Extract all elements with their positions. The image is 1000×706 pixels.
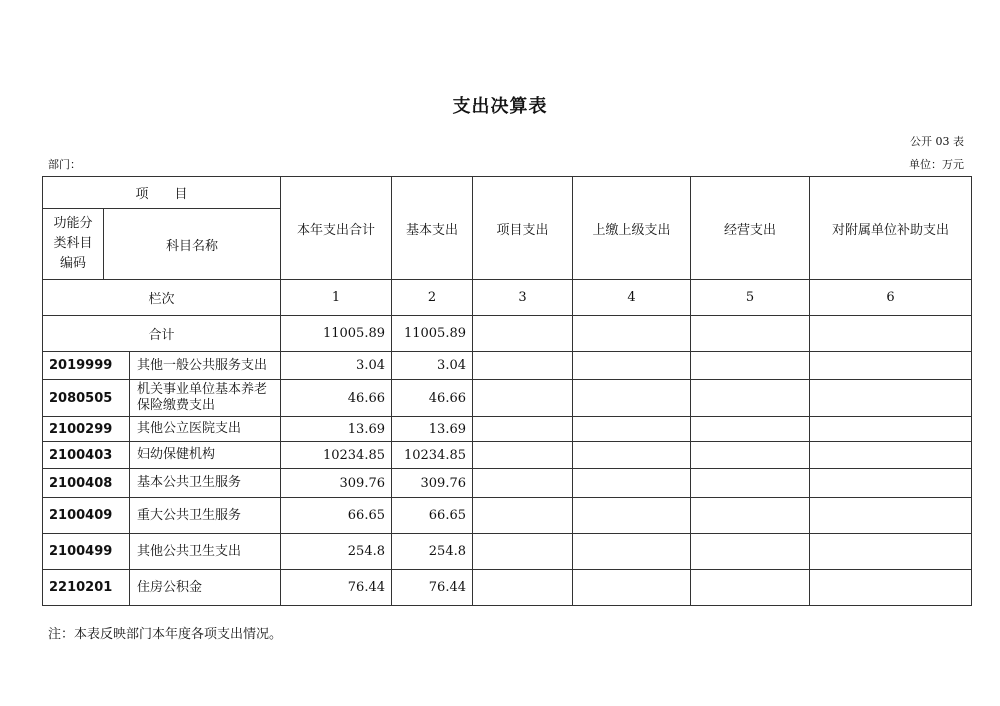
row-code: 2100409	[43, 498, 130, 534]
page-title: 支出决算表	[452, 96, 548, 117]
header-col-5: 经营支出	[691, 177, 810, 280]
total-value-2: 11005.89	[392, 316, 473, 352]
row-value-6	[810, 570, 972, 606]
row-value-5	[691, 352, 810, 380]
row-value-2: 10234.85	[392, 442, 473, 469]
row-value-6	[810, 442, 972, 469]
row-code: 2100499	[43, 534, 130, 570]
form-code: 公开 03 表	[910, 135, 964, 148]
row-value-5	[691, 380, 810, 417]
row-name: 其他公共卫生支出	[130, 534, 281, 570]
row-value-2: 254.8	[392, 534, 473, 570]
row-value-4	[573, 498, 691, 534]
total-value-3	[473, 316, 573, 352]
column-index-1: 1	[281, 280, 392, 316]
row-value-3	[473, 469, 573, 498]
row-value-1: 10234.85	[281, 442, 392, 469]
table-row	[43, 534, 972, 570]
row-code: 2100299	[43, 417, 130, 442]
header-col-6: 对附属单位补助支出	[810, 177, 972, 280]
row-value-3	[473, 534, 573, 570]
row-value-1: 3.04	[281, 352, 392, 380]
row-value-2: 46.66	[392, 380, 473, 417]
row-value-3	[473, 417, 573, 442]
department-label: 部门：	[48, 158, 81, 171]
row-value-1: 13.69	[281, 417, 392, 442]
row-value-3	[473, 380, 573, 417]
table-row	[43, 417, 972, 442]
row-code: 2210201	[43, 570, 130, 606]
table-row	[43, 498, 972, 534]
row-value-4	[573, 570, 691, 606]
table-row	[43, 442, 972, 469]
header-col-4: 上缴上级支出	[573, 177, 691, 280]
header-func-code: 功能分类科目编码	[43, 209, 104, 280]
row-value-2: 66.65	[392, 498, 473, 534]
row-value-3	[473, 570, 573, 606]
row-value-3	[473, 442, 573, 469]
row-value-6	[810, 417, 972, 442]
row-code: 2080505	[43, 380, 130, 417]
column-index-4: 4	[573, 280, 691, 316]
column-index-2: 2	[392, 280, 473, 316]
row-value-6	[810, 469, 972, 498]
header-col-3: 项目支出	[473, 177, 573, 280]
table-row	[43, 469, 972, 498]
table-row	[43, 380, 972, 417]
column-index-3: 3	[473, 280, 573, 316]
header-item: 项 目	[43, 177, 281, 209]
unit-label: 单位：万元	[909, 158, 964, 171]
row-value-5	[691, 469, 810, 498]
row-value-4	[573, 380, 691, 417]
column-index-6: 6	[810, 280, 972, 316]
row-name: 重大公共卫生服务	[130, 498, 281, 534]
column-index-5: 5	[691, 280, 810, 316]
row-value-1: 309.76	[281, 469, 392, 498]
row-value-1: 76.44	[281, 570, 392, 606]
row-value-3	[473, 352, 573, 380]
row-value-4	[573, 442, 691, 469]
row-value-4	[573, 352, 691, 380]
row-value-1: 66.65	[281, 498, 392, 534]
row-value-5	[691, 417, 810, 442]
row-value-5	[691, 570, 810, 606]
row-value-2: 3.04	[392, 352, 473, 380]
table-row	[43, 352, 972, 380]
row-value-5	[691, 534, 810, 570]
row-value-2: 13.69	[392, 417, 473, 442]
footnote: 注：本表反映部门本年度各项支出情况。	[48, 627, 283, 642]
row-value-2: 76.44	[392, 570, 473, 606]
row-value-3	[473, 498, 573, 534]
header-col-1: 本年支出合计	[281, 177, 392, 280]
row-code: 2100408	[43, 469, 130, 498]
row-value-4	[573, 469, 691, 498]
row-value-4	[573, 417, 691, 442]
expenditure-table	[42, 176, 972, 606]
row-value-6	[810, 380, 972, 417]
row-code: 2100403	[43, 442, 130, 469]
row-value-5	[691, 442, 810, 469]
row-value-1: 254.8	[281, 534, 392, 570]
column-index-label: 栏次	[43, 280, 281, 316]
row-value-6	[810, 534, 972, 570]
row-value-2: 309.76	[392, 469, 473, 498]
row-name: 其他一般公共服务支出	[130, 352, 281, 380]
row-name: 其他公立医院支出	[130, 417, 281, 442]
table-row	[43, 570, 972, 606]
total-value-6	[810, 316, 972, 352]
row-value-4	[573, 534, 691, 570]
total-label: 合计	[43, 316, 281, 352]
row-value-5	[691, 498, 810, 534]
header-col-2: 基本支出	[392, 177, 473, 280]
row-name: 基本公共卫生服务	[130, 469, 281, 498]
row-name: 机关事业单位基本养老保险缴费支出	[130, 380, 281, 417]
row-value-6	[810, 498, 972, 534]
total-value-4	[573, 316, 691, 352]
header-subject-name: 科目名称	[104, 209, 281, 280]
row-name: 住房公积金	[130, 570, 281, 606]
total-value-1: 11005.89	[281, 316, 392, 352]
row-value-6	[810, 352, 972, 380]
row-value-1: 46.66	[281, 380, 392, 417]
row-code: 2019999	[43, 352, 130, 380]
total-value-5	[691, 316, 810, 352]
row-name: 妇幼保健机构	[130, 442, 281, 469]
